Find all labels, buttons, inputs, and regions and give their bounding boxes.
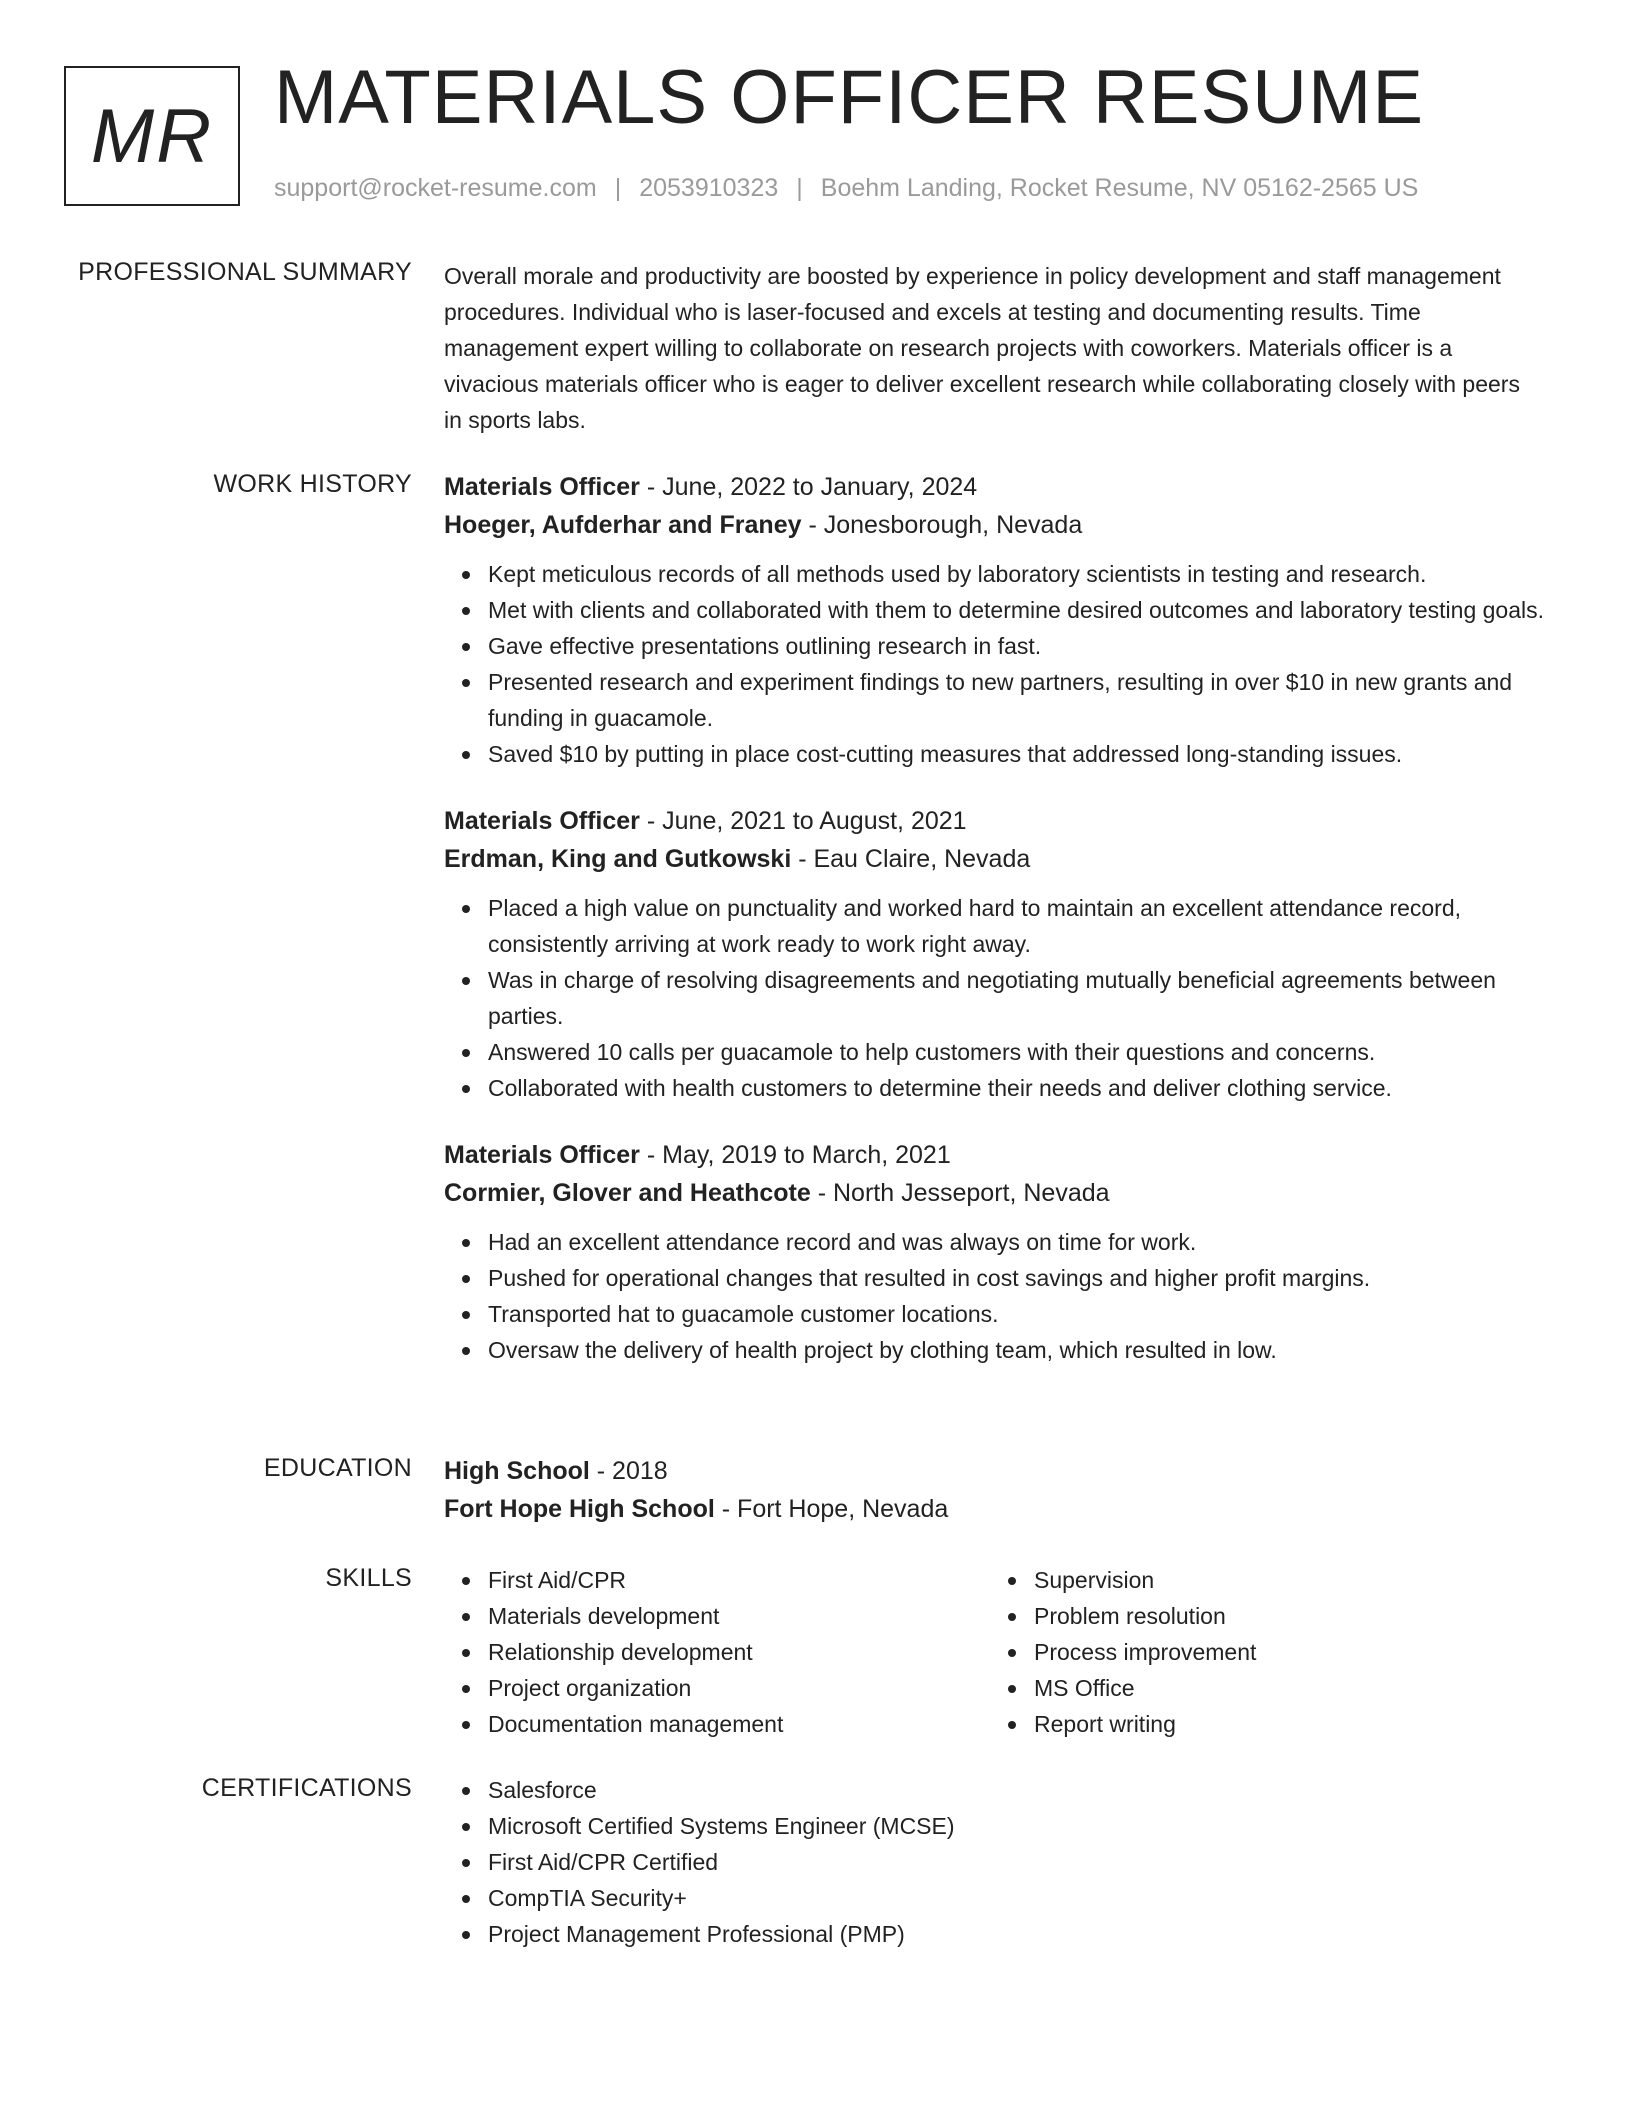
job-bullet: Kept meticulous records of all methods used by laboratory scientists in testing and research. — [488, 556, 1544, 592]
skill-item: MS Office — [1034, 1670, 1536, 1706]
job-company-line — [444, 1174, 1544, 1212]
certifications-list — [444, 1772, 1544, 1952]
skills-grid — [444, 1562, 1544, 1742]
certification-item: First Aid/CPR Certified — [488, 1844, 1544, 1880]
contact-email[interactable]: support@rocket-resume.com — [274, 174, 597, 202]
summary-body — [444, 258, 1544, 438]
skill-item: Project organization — [488, 1670, 990, 1706]
job-entry — [444, 802, 1544, 1106]
job-company: Erdman, King and Gutkowski — [444, 845, 792, 873]
job-location: - North Jesseport, Nevada — [810, 1179, 1110, 1207]
section-label-education: EDUCATION — [263, 1454, 412, 1482]
job-bullet: Transported hat to guacamole customer locations. — [488, 1296, 1544, 1332]
job-bullet: Was in charge of resolving disagreements and negotiating mutually beneficial agreements between parties. — [488, 962, 1544, 1034]
education-location: - Fort Hope, Nevada — [714, 1495, 949, 1523]
job-entry — [444, 1136, 1544, 1368]
section-label-skills: SKILLS — [325, 1564, 412, 1592]
job-bullet: Had an excellent attendance record and was always on time for work. — [488, 1224, 1544, 1260]
education-school: Fort Hope High School — [444, 1495, 715, 1523]
job-location: - Eau Claire, Nevada — [791, 845, 1031, 873]
education-body — [444, 1452, 1544, 1528]
job-bullets — [444, 1224, 1544, 1368]
education-degree: High School — [444, 1457, 590, 1485]
job-bullet: Presented research and experiment findings to new partners, resulting in over $10 in new grants and funding in guacamole. — [488, 664, 1544, 736]
job-bullet: Answered 10 calls per guacamole to help customers with their questions and concerns. — [488, 1034, 1544, 1070]
education-degree-line — [444, 1452, 1544, 1490]
job-bullets — [444, 556, 1544, 772]
job-bullets — [444, 890, 1544, 1106]
skills-column-2 — [990, 1562, 1536, 1742]
section-label-summary: PROFESSIONAL SUMMARY — [78, 258, 412, 286]
skill-item: Relationship development — [488, 1634, 990, 1670]
skill-item: Documentation management — [488, 1706, 990, 1742]
job-dates: - June, 2021 to August, 2021 — [639, 807, 967, 835]
job-company: Cormier, Glover and Heathcote — [444, 1179, 811, 1207]
job-bullet: Pushed for operational changes that resulted in cost savings and higher profit margins. — [488, 1260, 1544, 1296]
page-title: MATERIALS OFFICER RESUME — [274, 55, 1425, 140]
skill-item: Problem resolution — [1034, 1598, 1536, 1634]
contact-line — [274, 174, 1418, 203]
job-bullet: Saved $10 by putting in place cost-cutting measures that addressed long-standing issues. — [488, 736, 1544, 772]
summary-text: Overall morale and productivity are boosted by experience in policy development and staff management procedures. Individual who is laser-focused and excels at testing and documenting results. Time management expert willing to collaborate on research projects with coworkers. Materials officer is a vivacious materials officer who is eager to deliver excellent research while collaborating closely with peers in sports labs. — [444, 263, 1520, 433]
job-title: Materials Officer — [444, 807, 640, 835]
job-dates: - May, 2019 to March, 2021 — [639, 1141, 951, 1169]
job-bullet: Placed a high value on punctuality and worked hard to maintain an excellent attendance record, consistently arriving at work ready to work right away. — [488, 890, 1544, 962]
job-company: Hoeger, Aufderhar and Franey — [444, 511, 802, 539]
job-title: Materials Officer — [444, 473, 640, 501]
job-dates: - June, 2022 to January, 2024 — [639, 473, 978, 501]
certifications-body — [444, 1772, 1544, 1952]
job-title-line — [444, 802, 1544, 840]
skills-body — [444, 1562, 1544, 1742]
section-label-work-history: WORK HISTORY — [213, 470, 412, 498]
skill-item: Report writing — [1034, 1706, 1536, 1742]
skills-list — [990, 1562, 1536, 1742]
contact-address: Boehm Landing, Rocket Resume, NV 05162-2565 US — [820, 174, 1419, 202]
certification-item: Salesforce — [488, 1772, 1544, 1808]
contact-separator: | — [614, 174, 622, 202]
monogram-logo: MR — [64, 66, 240, 206]
job-company-line — [444, 840, 1544, 878]
job-title-line — [444, 1136, 1544, 1174]
job-location: - Jonesborough, Nevada — [801, 511, 1083, 539]
job-entry — [444, 468, 1544, 772]
section-label-certifications: CERTIFICATIONS — [201, 1774, 412, 1802]
certification-item: Project Management Professional (PMP) — [488, 1916, 1544, 1952]
skill-item: Supervision — [1034, 1562, 1536, 1598]
skills-column-1 — [444, 1562, 990, 1742]
job-title-line — [444, 468, 1544, 506]
skill-item: First Aid/CPR — [488, 1562, 990, 1598]
education-year: - 2018 — [589, 1457, 668, 1485]
contact-phone[interactable]: 2053910323 — [639, 174, 779, 202]
skills-list — [444, 1562, 990, 1742]
certification-item: CompTIA Security+ — [488, 1880, 1544, 1916]
job-bullet: Gave effective presentations outlining research in fast. — [488, 628, 1544, 664]
skill-item: Materials development — [488, 1598, 990, 1634]
job-bullet: Met with clients and collaborated with them to determine desired outcomes and laboratory testing goals. — [488, 592, 1544, 628]
job-title: Materials Officer — [444, 1141, 640, 1169]
certification-item: Microsoft Certified Systems Engineer (MCSE) — [488, 1808, 1544, 1844]
job-bullet: Oversaw the delivery of health project by clothing team, which resulted in low. — [488, 1332, 1544, 1368]
education-school-line — [444, 1490, 1544, 1528]
work-history-body — [444, 468, 1544, 1398]
job-company-line — [444, 506, 1544, 544]
contact-separator: | — [796, 174, 803, 202]
skill-item: Process improvement — [1034, 1634, 1536, 1670]
job-bullet: Collaborated with health customers to determine their needs and deliver clothing service. — [488, 1070, 1544, 1106]
